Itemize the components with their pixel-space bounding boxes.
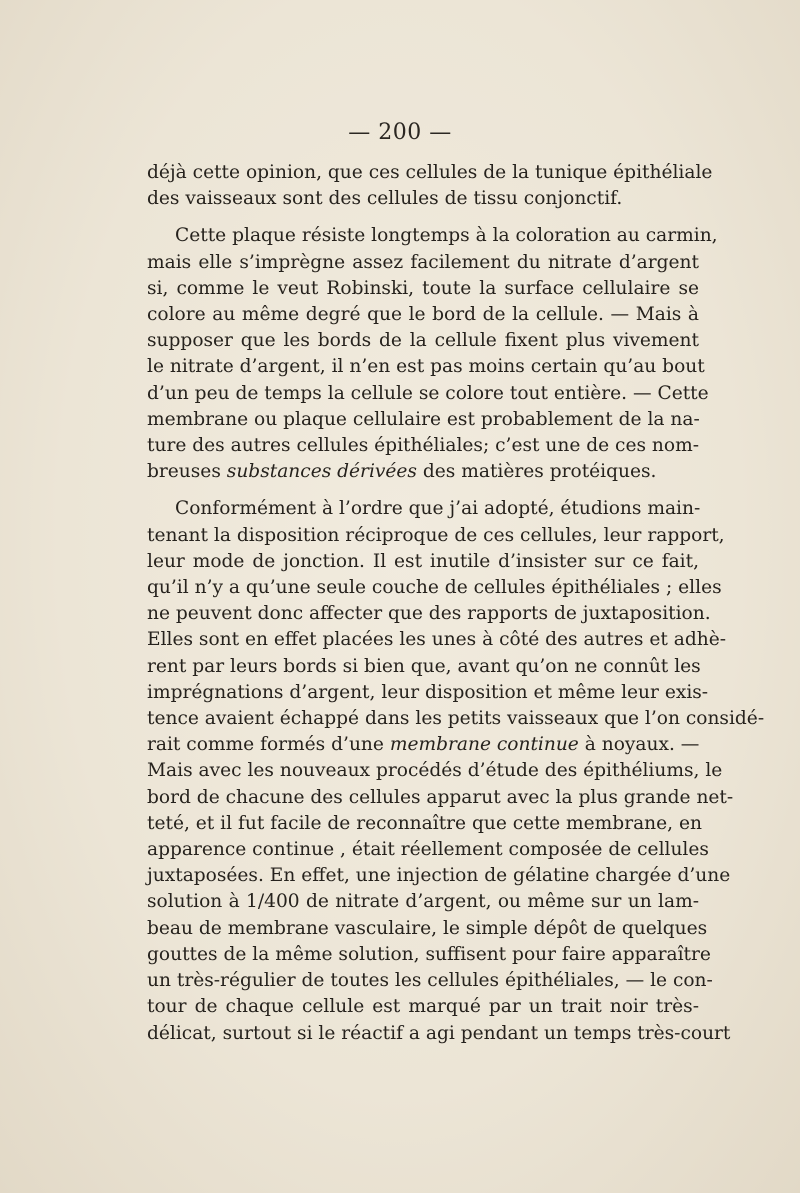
text-line-with-italic <box>147 459 699 485</box>
text-line: d’un peu de temps la cellule se colore tout entière. — Cette <box>147 382 709 404</box>
text-line: leur mode de jonction. Il est inutile d’insister sur ce fait, <box>147 550 699 572</box>
text-line: juxtaposées. En effet, une injection de gélatine chargée d’une <box>147 865 731 887</box>
text-line: Elles sont en effet placées les unes à côté des autres et adhè- <box>147 629 726 651</box>
text-line: ture des autres cellules épithéliales; c’est une de ces nom- <box>147 435 700 457</box>
text-line: délicat, surtout si le réactif a agi pendant un temps très-court <box>147 1022 731 1044</box>
paragraph-3 <box>147 496 765 1046</box>
text-line: bord de chacune des cellules apparut avec la plus grande net- <box>147 786 734 808</box>
body-text <box>147 160 765 1047</box>
text-line: gouttes de la même solution, suffisent pour faire apparaître <box>147 943 711 965</box>
text-line: ne peuvent donc affecter que des rapports de juxtaposition. <box>147 603 711 625</box>
text-line: tenant la disposition réciproque de ces cellules, leur rapport, <box>147 524 725 546</box>
text-line: déjà cette opinion, que ces cellules de la tunique épithéliale <box>147 162 713 183</box>
text-line: rent par leurs bords si bien que, avant qu’on ne connût les <box>147 655 701 677</box>
text-line: si, comme le veut Robinski, toute la surface cellulaire se <box>147 277 699 299</box>
text-line-with-italic <box>147 732 699 758</box>
text-line: mais elle s’imprègne assez facilement du nitrate d’argent <box>147 251 699 273</box>
text-line: tour de chaque cellule est marqué par un trait noir très- <box>147 996 699 1018</box>
text-line: qu’il n’y a qu’une seule couche de cellules épithéliales ; elles <box>147 577 722 599</box>
text-segment: breuses <box>147 461 227 483</box>
page-number: — 200 — <box>348 120 452 145</box>
text-segment: rait comme formés d’une <box>147 734 390 756</box>
text-line: un très-régulier de toutes les cellules épithéliales, — le con- <box>147 970 713 992</box>
paragraph-2 <box>147 223 718 485</box>
text-line: membrane ou plaque cellulaire est probablement de la na- <box>147 408 700 430</box>
text-line: solution à 1/400 de nitrate d’argent, ou même sur un lam- <box>147 891 699 913</box>
text-line: le nitrate d’argent, il n’en est pas moins certain qu’au bout <box>147 356 705 378</box>
text-line: teté, et il fut facile de reconnaître que cette membrane, en <box>147 812 702 834</box>
text-segment: à noyaux. — <box>578 734 700 756</box>
text-line: tence avaient échappé dans les petits vaisseaux que l’on considé- <box>147 708 765 730</box>
text-line: Conformément à l’ordre que j’ai adopté, étudions main- <box>175 498 701 520</box>
text-line: Cette plaque résiste longtemps à la coloration au carmin, <box>175 225 718 247</box>
text-line: beau de membrane vasculaire, le simple dépôt de quelques <box>147 917 708 939</box>
paragraph-1 <box>147 160 713 212</box>
text-line: colore au même degré que le bord de la cellule. — Mais à <box>147 304 699 326</box>
text-line: imprégnations d’argent, leur disposition et même leur exis- <box>147 681 709 703</box>
text-line: Mais avec les nouveaux procédés d’étude des épithéliums, le <box>147 760 723 782</box>
italic-term: membrane continue <box>389 734 579 756</box>
italic-term: substances dérivées <box>226 461 417 483</box>
text-line: supposer que les bords de la cellule fixent plus vivement <box>147 330 699 352</box>
text-line: des vaisseaux sont des cellules de tissu conjonctif. <box>147 188 623 210</box>
text-line: apparence continue , était réellement composée de cellules <box>147 839 709 861</box>
text-segment: des matières protéiques. <box>416 461 657 483</box>
